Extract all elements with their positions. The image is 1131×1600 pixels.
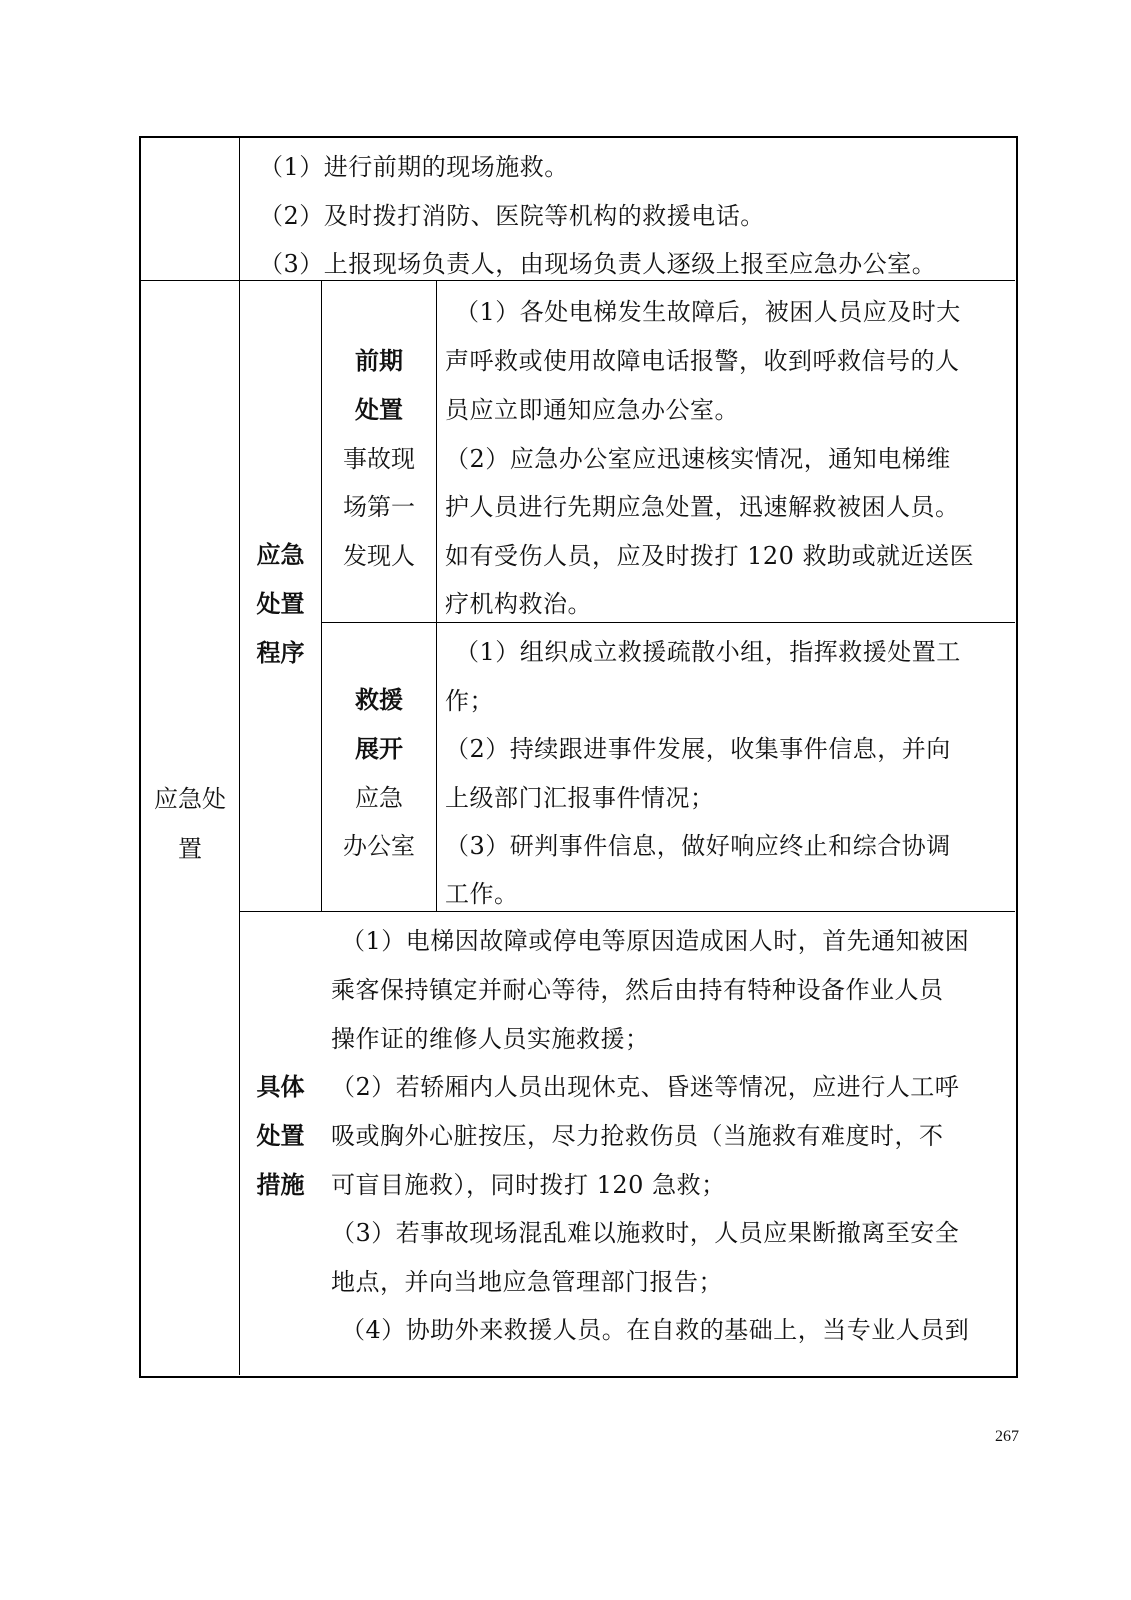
text-line: （1）各处电梯发生故障后，被困人员应及时大 (455, 298, 961, 326)
label-line: 事故现 (343, 445, 415, 473)
text-line: （3）若事故现场混乱难以施救时，人员应果断撤离至安全 (331, 1219, 960, 1247)
text-line: 吸或胸外心脏按压，尽力抢救伤员（当施救有难度时，不 (331, 1122, 944, 1150)
label-line: 发现人 (343, 542, 415, 570)
text-line: （2）若轿厢内人员出现休克、昏迷等情况，应进行人工呼 (331, 1073, 960, 1101)
measures-title-line: 措施 (256, 1170, 305, 1199)
text-line: 地点，并向当地应急管理部门报告； (331, 1268, 723, 1296)
text-line: （1）电梯因故障或停电等原因造成困人时，首先通知被困 (341, 927, 970, 955)
text-line: 作； (445, 687, 494, 715)
text-line: 工作。 (445, 880, 519, 908)
section-title-line: 应急处 (154, 785, 226, 813)
label-line: 办公室 (343, 832, 415, 860)
text-line: 声呼救或使用故障电话报警，收到呼救信号的人 (445, 347, 960, 375)
text-line: 上级部门汇报事件情况； (445, 784, 715, 812)
section-title-line: 置 (178, 835, 202, 863)
row-divider-top (141, 280, 1015, 281)
text-line: 可盲目施救），同时拨打 120 急救； (331, 1171, 726, 1199)
label-line: 前期 (355, 346, 403, 375)
label-line: 应急 (355, 784, 403, 812)
text-line: 乘客保持镇定并耐心等待，然后由持有特种设备作业人员 (331, 976, 944, 1004)
text-line: （1）进行前期的现场施救。 (259, 153, 569, 181)
text-line: 疗机构救治。 (445, 590, 592, 618)
text-line: 员应立即通知应急办公室。 (445, 396, 739, 424)
text-line: 如有受伤人员，应及时拨打 120 救助或就近送医 (445, 542, 975, 570)
text-line: 操作证的维修人员实施救援； (331, 1025, 650, 1053)
text-line: （2）应急办公室应迅速核实情况，通知电梯维 (445, 445, 951, 473)
label-line: 救援 (355, 685, 403, 714)
row-divider-procedure (322, 622, 1015, 623)
text-line: 护人员进行先期应急处置，迅速解救被困人员。 (445, 493, 960, 521)
label-line: 展开 (355, 734, 403, 763)
col-divider-3 (436, 280, 437, 911)
text-line: （3）研判事件信息，做好响应终止和综合协调 (445, 832, 951, 860)
text-line: （3）上报现场负责人，由现场负责人逐级上报至应急办公室。 (259, 250, 937, 278)
text-line: （2）及时拨打消防、医院等机构的救援电话。 (259, 202, 765, 230)
emergency-table (139, 136, 1018, 1378)
text-line: （4）协助外来救援人员。在自救的基础上，当专业人员到 (341, 1316, 970, 1344)
text-line: （1）组织成立救援疏散小组，指挥救援处置工 (455, 638, 961, 666)
procedure-title-line: 程序 (256, 638, 305, 667)
measures-title-line: 具体 (256, 1072, 305, 1101)
label-line: 场第一 (343, 493, 415, 521)
measures-title-line: 处置 (256, 1121, 305, 1150)
page-number: 267 (995, 1428, 1019, 1445)
procedure-title-line: 处置 (256, 589, 305, 618)
procedure-title-line: 应急 (256, 540, 305, 569)
text-line: （2）持续跟进事件发展，收集事件信息，并向 (445, 735, 951, 763)
label-line: 处置 (355, 395, 403, 424)
row-divider-measures (240, 911, 1015, 912)
